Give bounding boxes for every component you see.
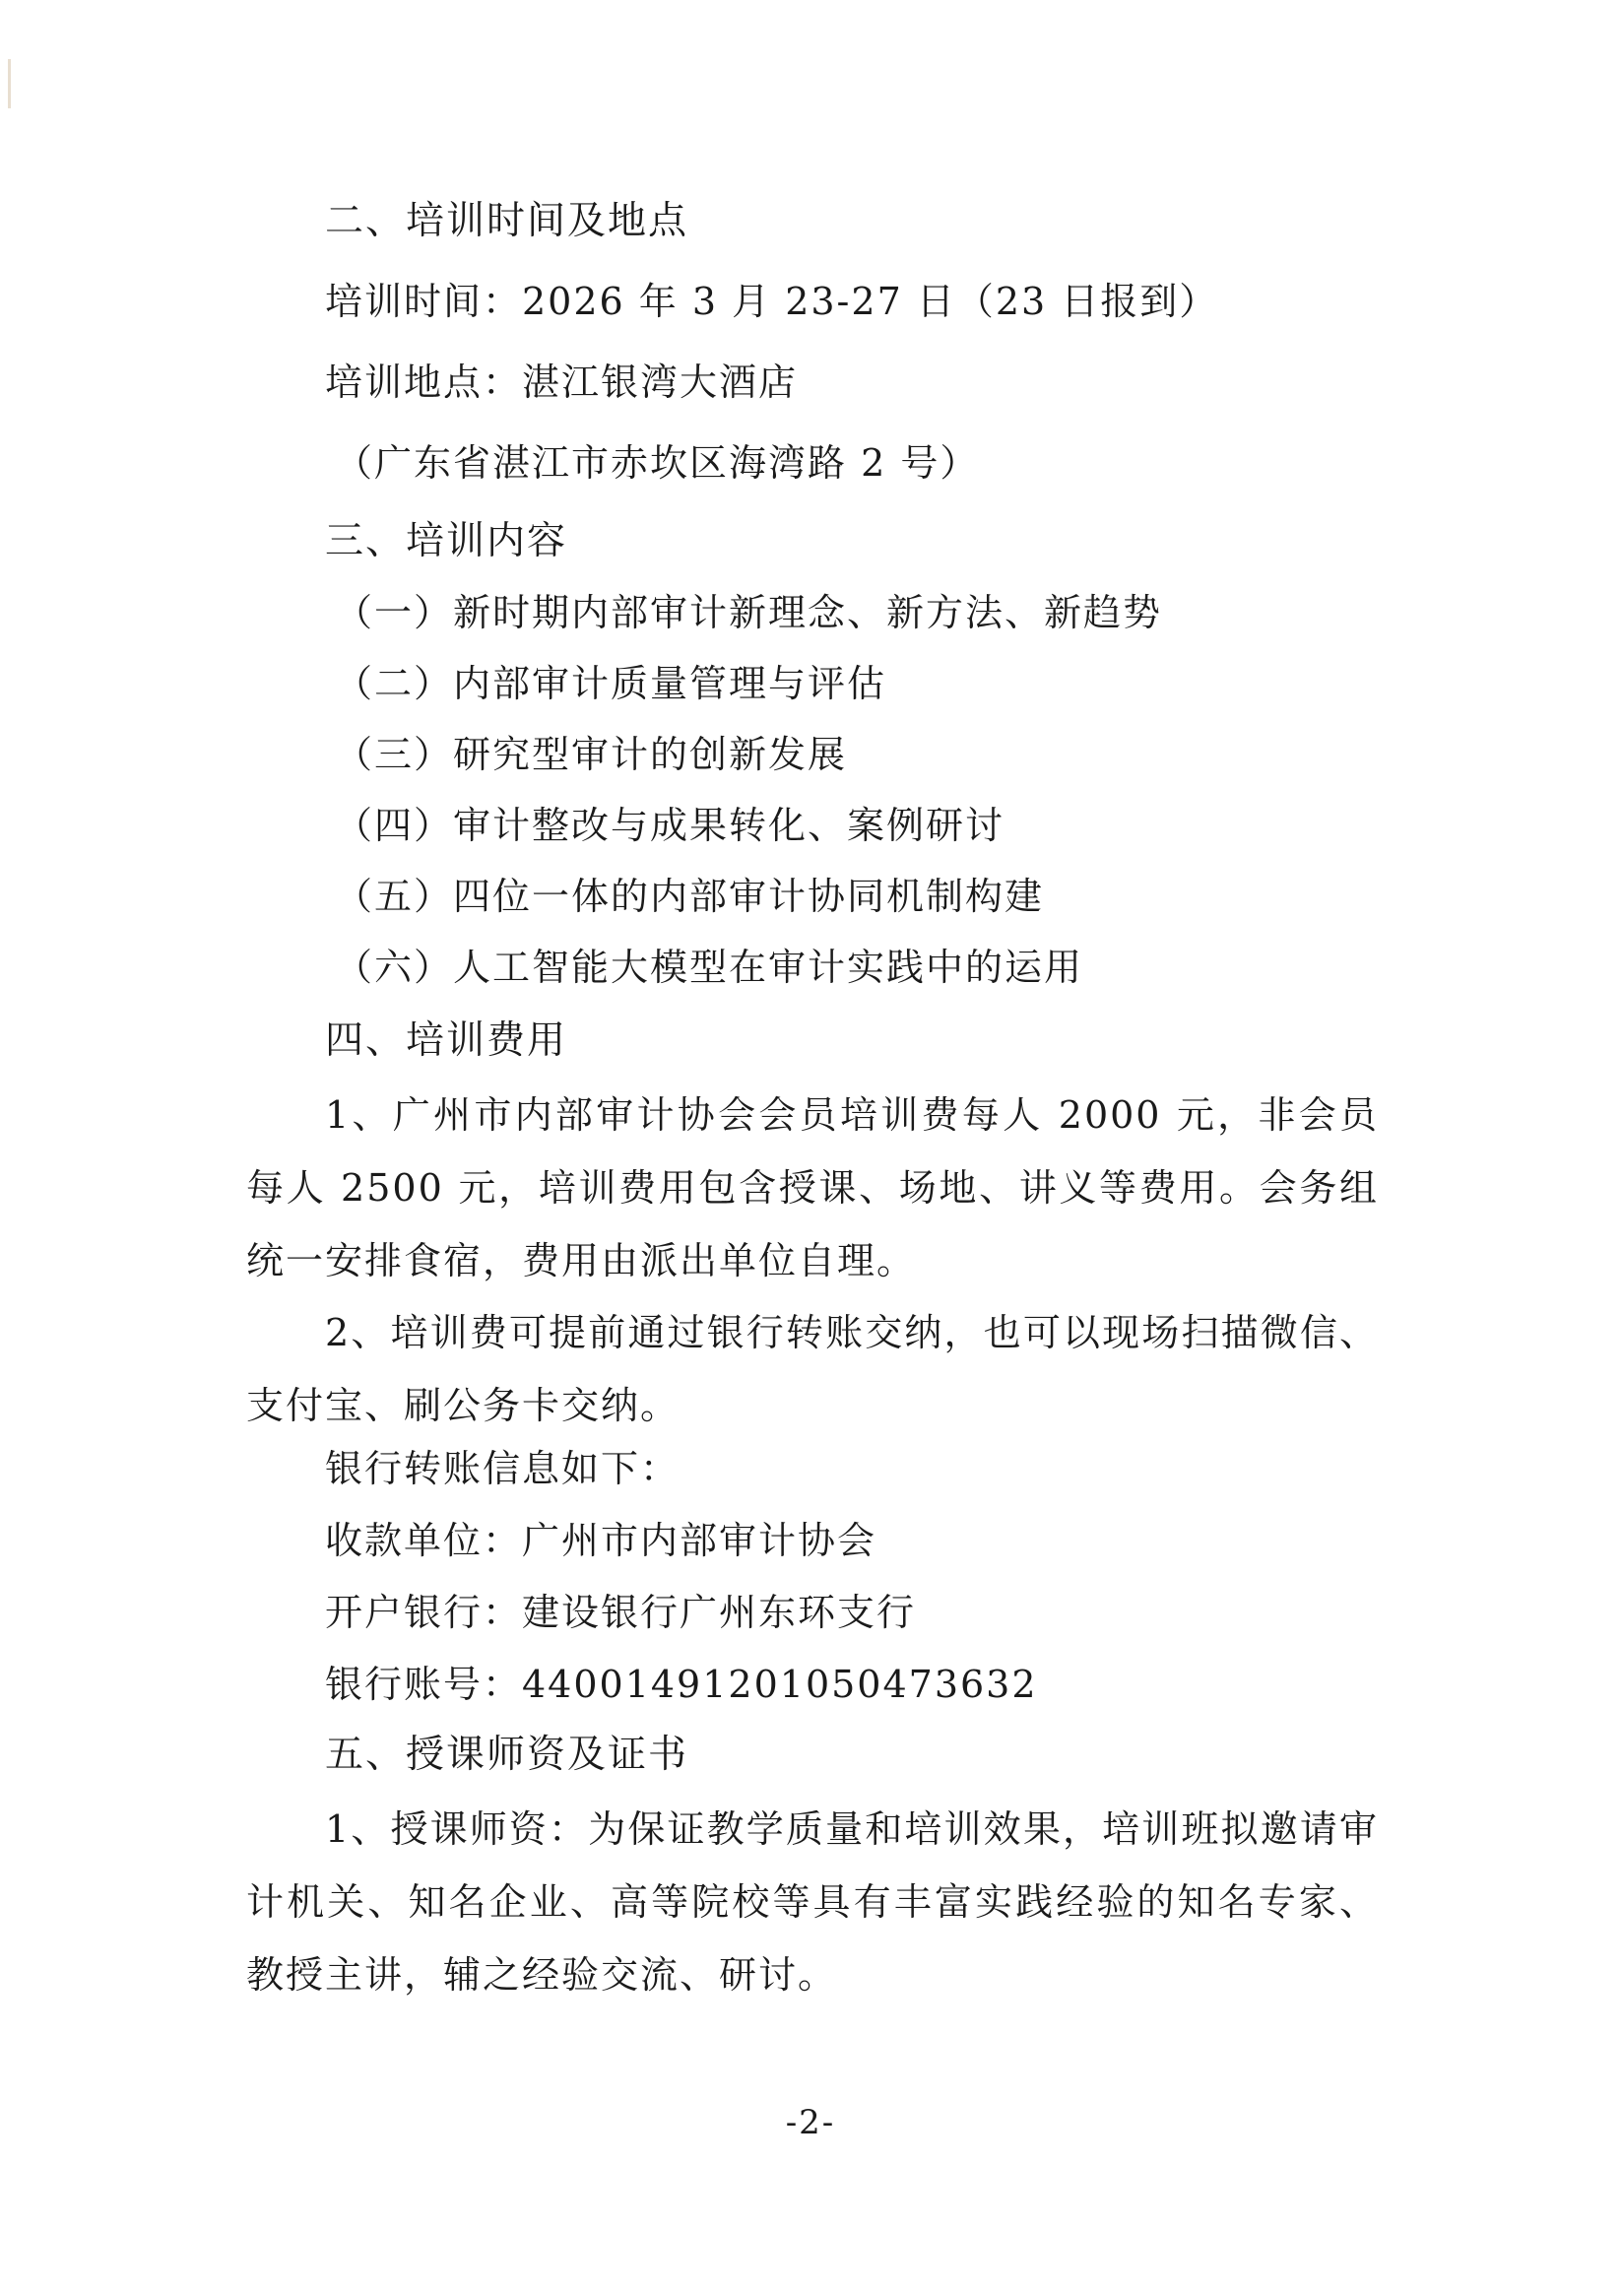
section-3-heading: 三、培训内容 [325,519,568,563]
section-5-heading: 五、授课师资及证书 [325,1733,689,1777]
bank-info-intro: 银行转账信息如下： [325,1447,681,1490]
content-item-1: （一）新时期内部审计新理念、新方法、新趋势 [335,591,1163,634]
fee-paragraph-1: 1、广州市内部审计协会会员培训费每人 2000 元，非会员每人 2500 元，培训费用包含授课、场地、讲义等费用。会务组统一安排食宿，费用由派出单位自理。 [246,1093,1379,1282]
training-place: 培训地点：湛江银湾大酒店 [325,361,799,404]
content-item-2: （二）内部审计质量管理与评估 [335,662,887,705]
content-item-5: （五）四位一体的内部审计协同机制构建 [335,875,1045,918]
bank-account: 银行账号：44001491201050473632 [325,1663,1038,1706]
content-item-4: （四）审计整改与成果转化、案例研讨 [335,804,1005,847]
fee-paragraph-2: 2、培训费可提前通过银行转账交纳，也可以现场扫描微信、支付宝、刷公务卡交纳。 [246,1311,1379,1427]
section-2-heading: 二、培训时间及地点 [325,199,689,243]
scan-edge-mark [8,59,11,108]
content-item-3: （三）研究型审计的创新发展 [335,733,848,776]
content-item-6: （六）人工智能大模型在审计实践中的运用 [335,946,1084,989]
page-number: -2- [785,2103,836,2142]
instructor-paragraph: 1、授课师资：为保证教学质量和培训效果，培训班拟邀请审计机关、知名企业、高等院校等具有丰富实践经验的知名专家、教授主讲，辅之经验交流、研讨。 [246,1807,1379,1997]
training-time: 培训时间：2026 年 3 月 23-27 日（23 日报到） [325,280,1219,323]
section-4-heading: 四、培训费用 [325,1018,568,1063]
bank-name: 开户银行：建设银行广州东环支行 [325,1591,917,1634]
training-address: （广东省湛江市赤坎区海湾路 2 号） [335,441,980,485]
bank-payee: 收款单位：广州市内部审计协会 [325,1519,877,1562]
